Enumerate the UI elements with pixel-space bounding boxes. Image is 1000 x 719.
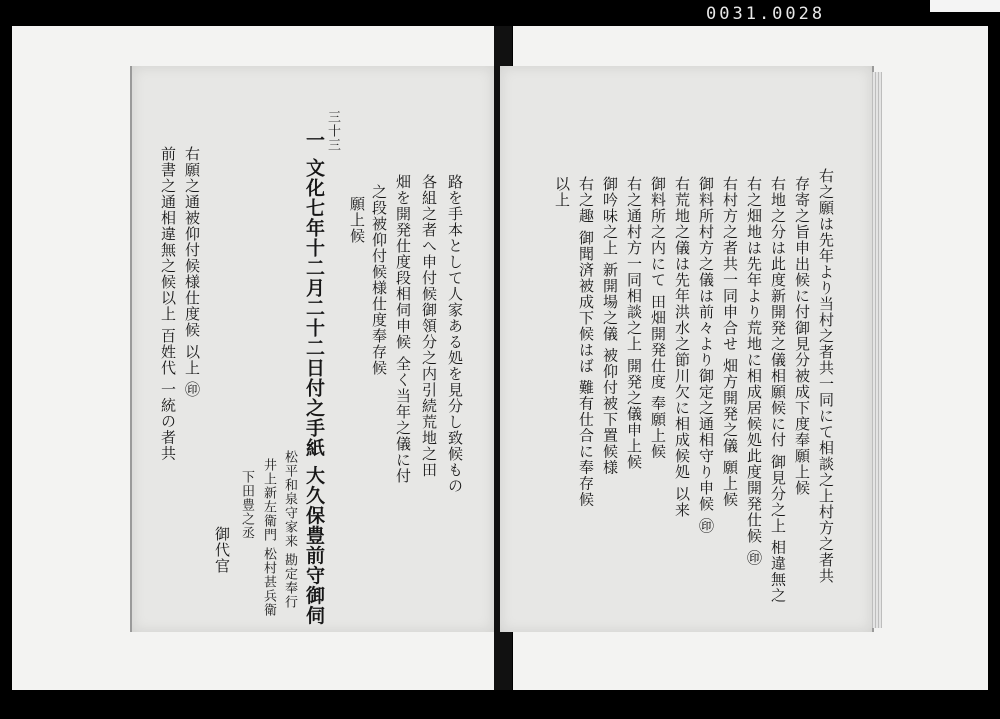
right-body-line: 右荒地之儀は先年洪水之節川欠に相成候処 以来	[673, 176, 691, 518]
left-body-line: 願上候	[348, 196, 366, 244]
closing-line: 前書之通相違無之候以上 百姓代 一統の者共	[159, 146, 177, 462]
right-body-line: 右之趣 御聞済被成下候はば 難有仕合に奉存候	[577, 176, 595, 508]
left-body-line: 畑を開発仕度段相伺申候 全く当年之儀に付	[394, 174, 412, 484]
right-body-line: 存寄之旨申出候に付御見分被成下度奉願上候	[793, 176, 811, 496]
signer-line: 松平和泉守家来 勘定奉行	[282, 450, 297, 610]
right-body-line: 御吟味之上 新開場之儀 被仰付被下置候様	[601, 176, 619, 476]
right-body-line: 右之畑地は先年より荒地に相成居候処此度開発仕候 ㊞	[745, 176, 763, 566]
right-body-line: 以上	[553, 176, 571, 208]
corner-marker	[930, 0, 1000, 12]
right-body-line: 右村方之者共一同申合せ 畑方開発之儀 願上候	[721, 176, 739, 508]
right-body-line: 御料所村方之儀は前々より御定之通相守り申候 ㊞	[697, 176, 715, 534]
right-body-line: 御料所之内にて 田畑開発仕度 奉願上候	[649, 176, 667, 460]
page-edges	[872, 72, 882, 628]
right-body-line: 右之通村方一同相談之上 開発之儀申上候	[625, 176, 643, 470]
recipient: 御代官	[213, 526, 231, 574]
closing-line: 右願之通被仰付候様仕度候 以上 ㊞	[183, 146, 201, 398]
right-body-line: 右地之分は此度新開発之儀相願候に付 御見分之上 相違無之	[769, 176, 787, 604]
entry-number: 三十三	[325, 110, 340, 152]
frame-number: 0031.0028	[706, 4, 826, 24]
entry-title: 一 文化七年十二月二十二日付之手紙 大久保豊前守御伺	[303, 130, 325, 626]
signer-line: 井上新左衛門 松村甚兵衛	[261, 458, 276, 618]
left-body-line: 各組之者へ申付候御領分之内引続荒地之田	[420, 174, 438, 478]
right-body-line: 右之願は先年より当村之者共一同にて相談之上村方之者共	[817, 168, 835, 584]
signer-line: 下田豊之丞	[239, 470, 254, 540]
left-body-line: 之段被仰付候様仕度奉存候	[370, 184, 388, 376]
left-body-line: 路を手本として人家ある処を見分し致候もの	[446, 174, 464, 494]
